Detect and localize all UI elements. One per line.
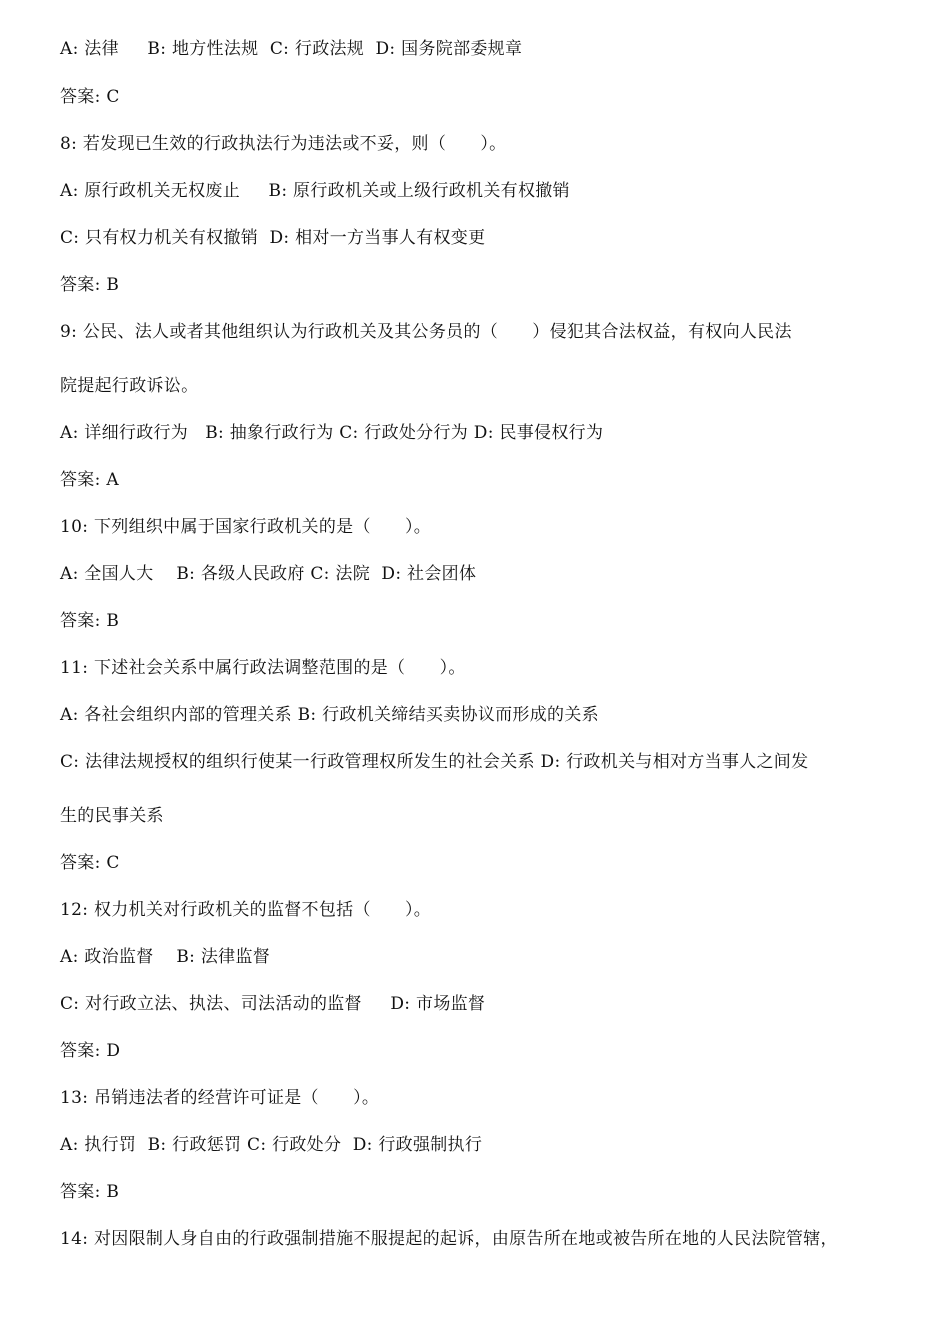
option-line: C: 只有权力机关有权撤销 D: 相对一方当事人有权变更 [60, 228, 486, 248]
option-line: C: 法律法规授权的组织行使某一行政管理权所发生的社会关系 D: 行政机关与相对方当事人之间发 [60, 752, 809, 772]
question-line: 13: 吊销违法者的经营许可证是（ ）。 [60, 1088, 380, 1108]
question-line: 9: 公民、法人或者其他组织认为行政机关及其公务员的（ ）侵犯其合法权益，有权向人民法 [60, 322, 792, 342]
option-line-continued: 生的民事关系 [60, 806, 164, 826]
answer-line: 答案: A [60, 470, 119, 490]
option-line: A: 详细行政行为 B: 抽象行政行为 C: 行政处分行为 D: 民事侵权行为 [60, 423, 604, 443]
answer-line: 答案: B [60, 1182, 120, 1202]
question-line: 8: 若发现已生效的行政执法行为违法或不妥，则（ ）。 [60, 134, 507, 154]
option-line: A: 原行政机关无权废止 B: 原行政机关或上级行政机关有权撤销 [60, 181, 570, 201]
answer-line: 答案: C [60, 853, 120, 873]
question-line: 12: 权力机关对行政机关的监督不包括（ ）。 [60, 900, 432, 920]
answer-line: 答案: B [60, 275, 120, 295]
question-line: 11: 下述社会关系中属行政法调整范围的是（ ）。 [60, 658, 466, 678]
option-line: A: 全国人大 B: 各级人民政府 C: 法院 D: 社会团体 [60, 564, 477, 584]
answer-line: 答案: C [60, 87, 120, 107]
question-line: 10: 下列组织中属于国家行政机关的是（ ）。 [60, 517, 432, 537]
question-line-continued: 院提起行政诉讼。 [60, 376, 199, 396]
answer-line: 答案: B [60, 611, 120, 631]
option-line: A: 法律 B: 地方性法规 C: 行政法规 D: 国务院部委规章 [60, 39, 523, 59]
option-line: C: 对行政立法、执法、司法活动的监督 D: 市场监督 [60, 994, 486, 1014]
answer-line: 答案: D [60, 1041, 121, 1061]
option-line: A: 各社会组织内部的管理关系 B: 行政机关缔结买卖协议而形成的关系 [60, 705, 599, 725]
option-line: A: 执行罚 B: 行政惩罚 C: 行政处分 D: 行政强制执行 [60, 1135, 483, 1155]
question-line: 14: 对因限制人身自由的行政强制措施不服提起的起诉，由原告所在地或被告所在地的人民法院管辖， [60, 1229, 838, 1249]
option-line: A: 政治监督 B: 法律监督 [60, 947, 271, 967]
